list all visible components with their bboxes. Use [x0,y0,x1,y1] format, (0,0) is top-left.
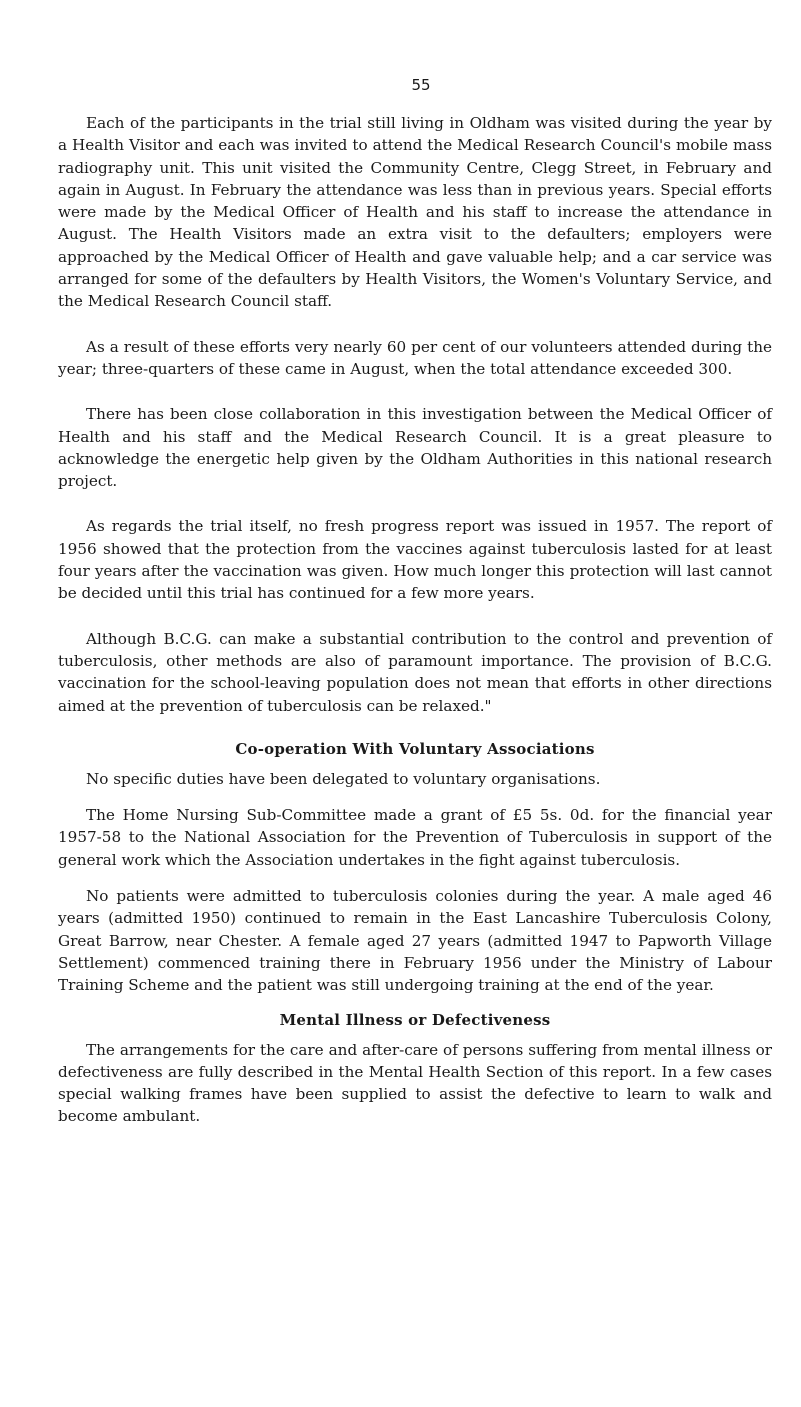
paragraph-home-nursing-grant: The Home Nursing Sub-Committee made a grant of £5 5s. 0d. for the financial year 1957-58 to the National Association for the Prevention of Tuberculosis in support of the general work which the Association undertakes in the fight against tuberculosis. [58,806,772,869]
paragraph-colonies: No patients were admitted to tuberculosis colonies during the year. A male aged 46 years (admitted 1950) continued to remain in the East Lancashire Tuberculosis Colony, Great Barrow, near Chester. A female aged 27 years (admitted 1947 to Papworth Village Settlement) commenced training there in February 1956 under the Ministry of Labour Training Scheme and the patient was still undergoing training at the end of the year. [58,887,772,995]
paragraph-results: As a result of these efforts very nearly 60 per cent of our volunteers attended during the year; three-quarters of these came in August, when the total attendance exceeded 300. [58,337,772,378]
page-number: 55 [411,76,431,94]
paragraph-voluntary-duties: No specific duties have been delegated to voluntary organisations. [86,769,601,788]
paragraph-bcg-contribution: Although B.C.G. can make a substantial contribution to the control and prevention of tuberculosis, other methods are also of paramount importance. The provision of B.C.G. vaccination for the school-leaving population does not mean that efforts in other directions aimed at the prevention of tuberculosis can be relaxed." [58,629,772,715]
section-heading-mental: Mental Illness or Defectiveness [279,1010,551,1029]
document-page [58,0,772,1151]
paragraph-trial-progress: As regards the trial itself, no fresh progress report was issued in 1957. The report of 1956 showed that the protection from the vaccines against tuberculosis lasted for at least four years after the vaccination was given. How much longer this protection will last cannot be decided until this trial has continued for a few more years. [58,517,772,603]
paragraph-mental-arrangements: The arrangements for the care and after-care of persons suffering from mental illness or defectiveness are fully described in the Mental Health Section of this report. In a few cases special walking frames have been supplied to assist the defective to learn to walk and become ambulant. [58,1040,772,1126]
paragraph-attendance: Each of the participants in the trial still living in Oldham was visited during the year by a Health Visitor and each was invited to attend the Medical Research Council's mobile mass radiography unit. This unit visited the Community Centre, Clegg Street, in February and again in August. In February the attendance was less than in previous years. Special efforts were made by the Medical Officer of Health and his staff to increase the attendance in August. The Health Visitors made an extra visit to the defaulters; employers were approached by the Medical Officer of Health and gave valuable help; and a car service was arranged for some of the defaulters by Health Visitors, the Women's Voluntary Service, and the Medical Research Council staff. [58,114,772,311]
paragraph-collaboration: There has been close collaboration in this investigation between the Medical Officer of Health and his staff and the Medical Research Council. It is a great pleasure to acknowledge the energetic help given by the Oldham Authorities in this national research project. [58,405,772,491]
section-heading-voluntary: Co-operation With Voluntary Associations [235,739,595,758]
